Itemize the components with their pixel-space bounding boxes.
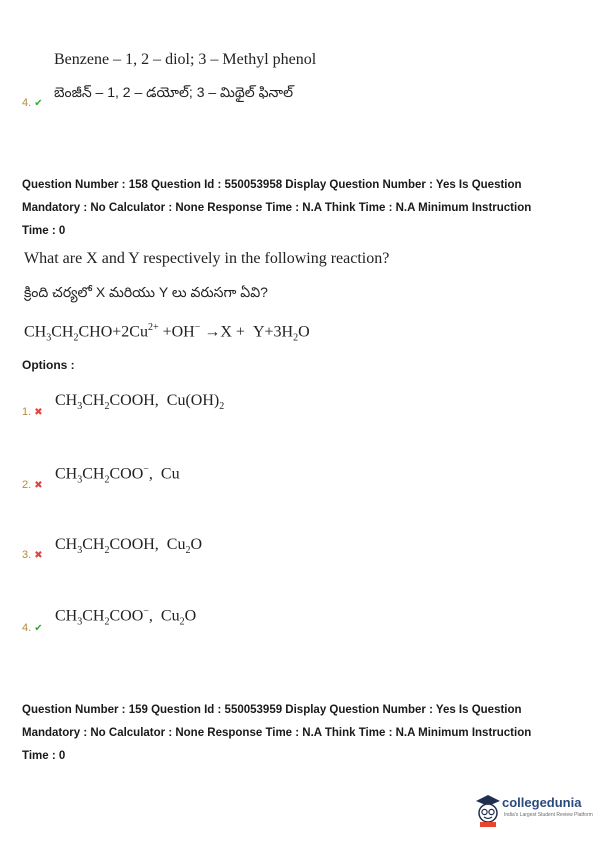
check-icon: ✔ xyxy=(34,623,43,634)
graduate-mascot-icon xyxy=(474,792,502,828)
meta-line: Time : 0 xyxy=(22,750,66,762)
option-4-text[interactable]: $CH_3CH_2COO^-$, $Cu_2O$ xyxy=(55,606,197,628)
meta-line: Mandatory : No Calculator : None Response Time : N.A Think Time : N.A Minimum Instruction xyxy=(22,727,532,739)
meta-line: Question Number : 159 Question Id : 550053959 Display Question Number : Yes Is Question xyxy=(22,704,522,716)
option-4-number[interactable]: 4. ✔ xyxy=(22,622,43,634)
collegedunia-logo xyxy=(474,792,593,828)
option-2-text[interactable]: $CH_3CH_2COO^-$, Cu xyxy=(55,464,180,486)
meta-line: Question Number : 158 Question Id : 550053958 Display Question Number : Yes Is Question xyxy=(22,179,522,191)
option-1-text[interactable]: $CH_3CH_2COOH$, $Cu(OH)_2$ xyxy=(55,392,225,413)
option-2-number[interactable]: 2. ✖ xyxy=(22,479,43,491)
options-label: Options : xyxy=(22,358,75,372)
cross-icon: ✖ xyxy=(34,550,43,561)
logo-wordmark: collegedunia xyxy=(502,795,582,810)
option-3-number[interactable]: 3. ✖ xyxy=(22,549,43,561)
question-159-meta xyxy=(22,699,582,768)
question-text-english: What are X and Y respectively in the following reaction? xyxy=(24,250,390,267)
prev-option-number: 4. ✔ xyxy=(22,97,43,109)
question-158-meta xyxy=(22,174,582,243)
option-3-text[interactable]: $CH_3CH_2COOH$, $Cu_2O$ xyxy=(55,536,203,557)
prev-option-telugu: బెంజీన్ – 1, 2 – డయోల్; 3 – మిథైల్ ఫినాల్ xyxy=(54,84,293,100)
question-text-telugu: క్రింది చర్యలో X మరియు Y లు వరుసగా ఏవి? xyxy=(24,284,268,300)
option-1-number[interactable]: 1. ✖ xyxy=(22,406,43,418)
cross-icon: ✖ xyxy=(34,407,43,418)
check-icon: ✔ xyxy=(34,98,43,109)
prev-option-english: Benzene – 1, 2 – diol; 3 – Methyl phenol xyxy=(54,51,317,68)
logo-tagline: India's Largest Student Review Platform xyxy=(504,812,593,818)
meta-line: Mandatory : No Calculator : None Response Time : N.A Think Time : N.A Minimum Instruction xyxy=(22,202,532,214)
meta-line: Time : 0 xyxy=(22,225,66,237)
reaction-equation: $CH_3CH_2CHO+2Cu^{2+} +OH^- \to X + Y+3H_2O$ xyxy=(24,322,310,344)
cross-icon: ✖ xyxy=(34,480,43,491)
